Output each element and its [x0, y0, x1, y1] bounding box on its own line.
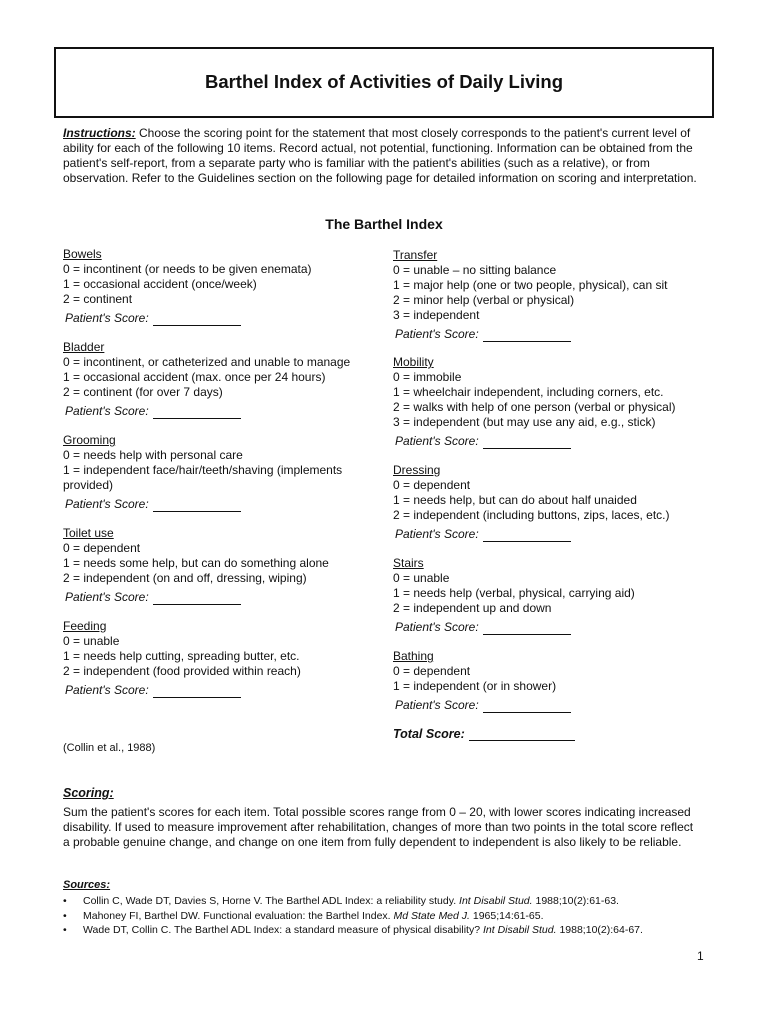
item-grooming: [63, 433, 363, 512]
score-field[interactable]: [153, 499, 241, 512]
patient-score-label: Patient's Score:: [395, 527, 479, 541]
patient-score-label: Patient's Score:: [395, 698, 479, 712]
patient-score: [65, 404, 350, 419]
item-option: 0 = dependent: [393, 478, 471, 492]
citation: (Collin et al., 1988): [63, 742, 156, 754]
instructions-label: Instructions:: [63, 126, 136, 140]
total-score: [393, 727, 575, 741]
item-feeding: [63, 619, 301, 698]
item-title: Feeding: [63, 619, 107, 633]
patient-score-label: Patient's Score:: [65, 311, 149, 325]
item-bathing: [393, 649, 571, 713]
item-option: 2 = independent (food provided within reach): [63, 664, 301, 678]
item-option: 0 = dependent: [393, 664, 471, 678]
title-box: [54, 47, 714, 118]
item-option: 1 = needs help, but can do about half unaided: [393, 493, 637, 507]
score-field[interactable]: [483, 700, 571, 713]
item-option: 0 = needs help with personal care: [63, 448, 243, 462]
item-option: 2 = independent up and down: [393, 601, 552, 615]
item-option: 0 = unable: [63, 634, 120, 648]
item-option: 0 = dependent: [63, 541, 141, 555]
item-option: 2 = continent (for over 7 days): [63, 385, 223, 399]
patient-score-label: Patient's Score:: [395, 434, 479, 448]
item-option: 1 = needs help (verbal, physical, carrying aid): [393, 586, 635, 600]
patient-score: [65, 497, 363, 512]
item-option: 0 = incontinent, or catheterized and unable to manage: [63, 355, 351, 369]
item-title: Grooming: [63, 433, 116, 447]
item-option: 1 = occasional accident (once/week): [63, 277, 257, 291]
item-bowels: [63, 247, 312, 326]
item-option: 1 = needs help cutting, spreading butter, etc.: [63, 649, 300, 663]
item-dressing: [393, 463, 670, 542]
score-field[interactable]: [153, 406, 241, 419]
item-option: 1 = wheelchair independent, including corners, etc.: [393, 385, 664, 399]
patient-score-label: Patient's Score:: [395, 620, 479, 634]
instructions: [63, 126, 703, 186]
item-title: Bowels: [63, 247, 102, 261]
patient-score: [65, 590, 329, 605]
item-option: 1 = occasional accident (max. once per 24 hours): [63, 370, 326, 384]
item-stairs: [393, 556, 635, 635]
page-number: 1: [697, 949, 704, 963]
patient-score: [395, 698, 571, 713]
patient-score: [395, 527, 670, 542]
item-option: 2 = independent (on and off, dressing, wiping): [63, 571, 307, 585]
score-field[interactable]: [483, 622, 571, 635]
patient-score-label: Patient's Score:: [395, 327, 479, 341]
bullet-icon: •: [63, 909, 67, 922]
item-title: Transfer: [393, 248, 438, 262]
item-option: 0 = unable: [393, 571, 450, 585]
patient-score: [65, 683, 301, 698]
item-title: Stairs: [393, 556, 424, 570]
score-field[interactable]: [153, 685, 241, 698]
score-field[interactable]: [153, 592, 241, 605]
item-title: Toilet use: [63, 526, 114, 540]
item-title: Mobility: [393, 355, 434, 369]
source-item: • Collin C, Wade DT, Davies S, Horne V. The Barthel ADL Index: a reliability study. Int Disabil Stud. 1988;10(2):61-63.: [63, 895, 619, 907]
scoring-heading: Scoring:: [63, 786, 114, 800]
score-field[interactable]: [483, 329, 571, 342]
source-item: • Wade DT, Collin C. The Barthel ADL Index: a standard measure of physical disability? Int Disabil Stud. 1988;10(2):64-67.: [63, 924, 643, 937]
item-option: 3 = independent: [393, 308, 480, 322]
bullet-icon: •: [63, 924, 67, 937]
bullet-icon: •: [63, 895, 67, 907]
patient-score-label: Patient's Score:: [65, 497, 149, 511]
patient-score: [395, 434, 675, 449]
item-transfer: [393, 248, 667, 342]
sources-heading: Sources:: [63, 879, 111, 891]
item-title: Dressing: [393, 463, 441, 477]
section-title: The Barthel Index: [325, 216, 443, 232]
patient-score: [395, 620, 635, 635]
source-item: • Mahoney FI, Barthel DW. Functional evaluation: the Barthel Index. Md State Med J. 1965;14:61-65.: [63, 909, 544, 922]
scoring-text: Sum the patient's scores for each item. Total possible scores range from 0 – 20, with lower scores indicating increased disability. If used to measure improvement after rehabilitation, changes of more than two points in the total score reflect a probable genuine change, and change on one item from fully dependent to independent is also likely to be reliable.: [63, 805, 694, 849]
patient-score-label: Patient's Score:: [65, 404, 149, 418]
patient-score-label: Patient's Score:: [65, 683, 149, 697]
item-bladder: [63, 340, 350, 419]
item-toilet-use: [63, 526, 329, 605]
item-option: 2 = continent: [63, 292, 133, 306]
item-title: Bathing: [393, 649, 434, 663]
item-option: 2 = walks with help of one person (verbal or physical): [393, 400, 676, 414]
score-field[interactable]: [483, 529, 571, 542]
score-field[interactable]: [483, 436, 571, 449]
item-option: 1 = independent face/hair/teeth/shaving (implements provided): [63, 463, 343, 492]
patient-score: [395, 327, 667, 342]
item-option: 1 = needs some help, but can do something alone: [63, 556, 329, 570]
item-option: 0 = unable – no sitting balance: [393, 263, 557, 277]
total-score-field[interactable]: [469, 727, 575, 741]
page-title: Barthel Index of Activities of Daily Living: [204, 71, 564, 92]
item-option: 2 = minor help (verbal or physical): [393, 293, 575, 307]
item-mobility: [393, 355, 675, 449]
total-score-label: Total Score:: [393, 727, 465, 741]
patient-score-label: Patient's Score:: [65, 590, 149, 604]
item-title: Bladder: [63, 340, 105, 354]
score-field[interactable]: [153, 313, 241, 326]
item-option: 2 = independent (including buttons, zips, laces, etc.): [393, 508, 670, 522]
item-option: 3 = independent (but may use any aid, e.g., stick): [393, 415, 656, 429]
item-option: 1 = independent (or in shower): [393, 679, 557, 693]
instructions-text: Choose the scoring point for the statement that most closely corresponds to the patient's current level of ability for each of the following 10 items. Record actual, not potential, functioning. Information can be obtained from the patient's self-report, from a separate party who is familiar with the patient's abilities (such as a relative), or from observation. Refer to the Guidelines section on the following page for detailed information on scoring and interpretation.: [63, 126, 697, 185]
patient-score: [65, 311, 312, 326]
item-option: 0 = incontinent (or needs to be given enemata): [63, 262, 312, 276]
sources-list: [63, 894, 713, 938]
item-option: 0 = immobile: [393, 370, 462, 384]
item-option: 1 = major help (one or two people, physical), can sit: [393, 278, 668, 292]
